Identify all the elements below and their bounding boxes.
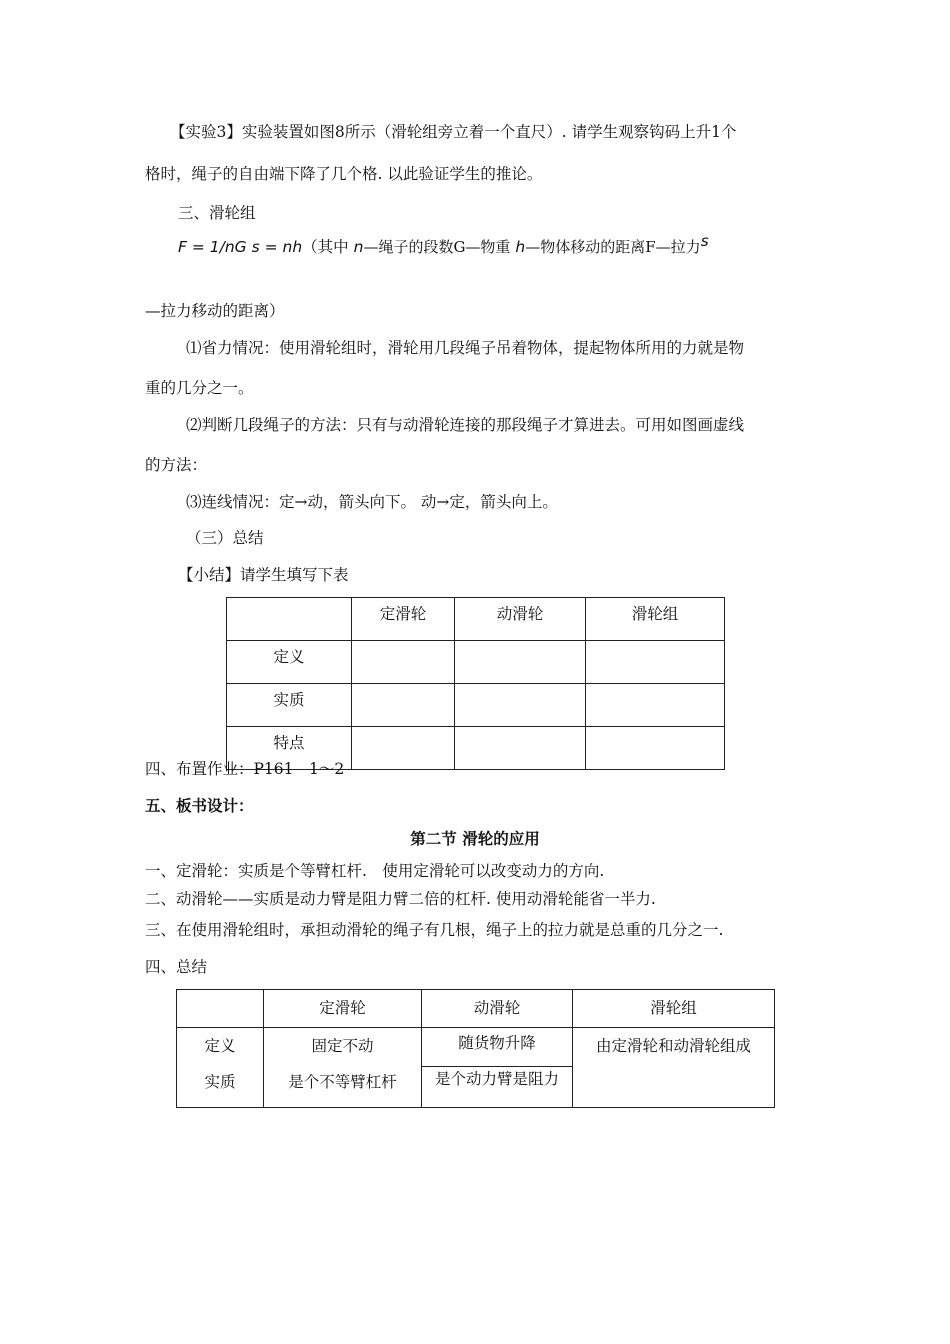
summary-prompt: 【小结】请学生填写下表 [178, 566, 349, 584]
legend-s: —拉力移动的距离） [145, 302, 285, 320]
table-header-cell: 定滑轮 [264, 990, 422, 1028]
table-header-cell: 动滑轮 [455, 598, 586, 641]
row-label: 定义 [227, 641, 352, 684]
empty-cell[interactable] [586, 641, 725, 684]
cell-value: 是个不等臂杠杆 [288, 1073, 397, 1091]
table-row [177, 990, 775, 1028]
row-label: 实质 [227, 684, 352, 727]
var-s: s [700, 232, 709, 250]
empty-cell[interactable] [455, 641, 586, 684]
empty-cell[interactable] [352, 727, 455, 770]
row-label: 定义 [204, 1037, 236, 1055]
table-header-cell: 滑轮组 [586, 598, 725, 641]
table-header-cell [227, 598, 352, 641]
point-2-line-b: 的方法： [145, 456, 208, 474]
experiment-line-1: 【实验3】实验装置如图8所示（滑轮组旁立着一个直尺）. 请学生观察钩码上升1个 [170, 123, 737, 141]
table-row [177, 1028, 775, 1108]
point-1-line-b: 重的几分之一。 [145, 379, 254, 397]
table-row [227, 641, 725, 684]
summary-heading: （三）总结 [186, 529, 264, 547]
formula: F = 1/nG s = nh [178, 238, 303, 256]
legend-h: —物体移动的距离F—拉力 [525, 238, 701, 256]
table-header-cell: 滑轮组 [573, 990, 775, 1028]
table-header-cell: 动滑轮 [422, 990, 573, 1028]
section-heading-pulley-group: 三、滑轮组 [178, 204, 256, 222]
board-title: 第二节 滑轮的应用 [410, 830, 540, 848]
cell-value: 随货物升降 [422, 1028, 572, 1067]
table-row [227, 684, 725, 727]
empty-cell[interactable] [352, 684, 455, 727]
var-h: h [515, 238, 526, 256]
experiment-line-2: 格时，绳子的自由端下降了几个格. 以此验证学生的推论。 [145, 165, 543, 183]
board-line-2: 二、动滑轮——实质是动力臂是阻力臂二倍的杠杆. 使用动滑轮能省一半力. [145, 890, 656, 908]
board-line-1: 一、定滑轮：实质是个等臂杠杆. 使用定滑轮可以改变动力的方向. [145, 862, 605, 880]
board-summary-table [176, 989, 775, 1108]
point-3: ⑶连线情况：定→动，箭头向下。 动→定，箭头向上。 [186, 493, 558, 511]
cell-value: 固定不动 [311, 1037, 374, 1055]
formula-line [178, 232, 709, 257]
row-labels-cell [177, 1028, 264, 1108]
point-2-line-a: ⑵判断几段绳子的方法：只有与动滑轮连接的那段绳子才算进去。可用如图画虚线 [186, 416, 745, 434]
empty-cell[interactable] [352, 641, 455, 684]
table-header-cell: 定滑轮 [352, 598, 455, 641]
summary-table [226, 597, 725, 770]
homework: 四、布置作业：P161 1～2 [145, 760, 345, 778]
board-line-4: 四、总结 [145, 958, 208, 976]
table-header-cell [177, 990, 264, 1028]
cell-value: 是个动力臂是阻力 [434, 1070, 559, 1088]
row-label: 特点 [227, 727, 352, 770]
empty-cell[interactable] [455, 684, 586, 727]
fixed-pulley-cell [264, 1028, 422, 1108]
empty-cell[interactable] [455, 727, 586, 770]
legend-open: （其中 [302, 238, 349, 256]
empty-cell[interactable] [586, 727, 725, 770]
var-n: n [353, 238, 364, 256]
empty-cell[interactable] [586, 684, 725, 727]
movable-pulley-cell [422, 1028, 573, 1108]
pulley-group-cell: 由定滑轮和动滑轮组成 [573, 1028, 775, 1108]
point-1-line-a: ⑴省力情况：使用滑轮组时，滑轮用几段绳子吊着物体，提起物体所用的力就是物 [186, 339, 745, 357]
board-line-3: 三、在使用滑轮组时，承担动滑轮的绳子有几根，绳子上的拉力就是总重的几分之一. [145, 921, 724, 939]
legend-n: —绳子的段数G—物重 [363, 238, 511, 256]
board-heading: 五、板书设计： [145, 797, 254, 815]
row-label: 实质 [204, 1073, 236, 1091]
table-row [227, 598, 725, 641]
